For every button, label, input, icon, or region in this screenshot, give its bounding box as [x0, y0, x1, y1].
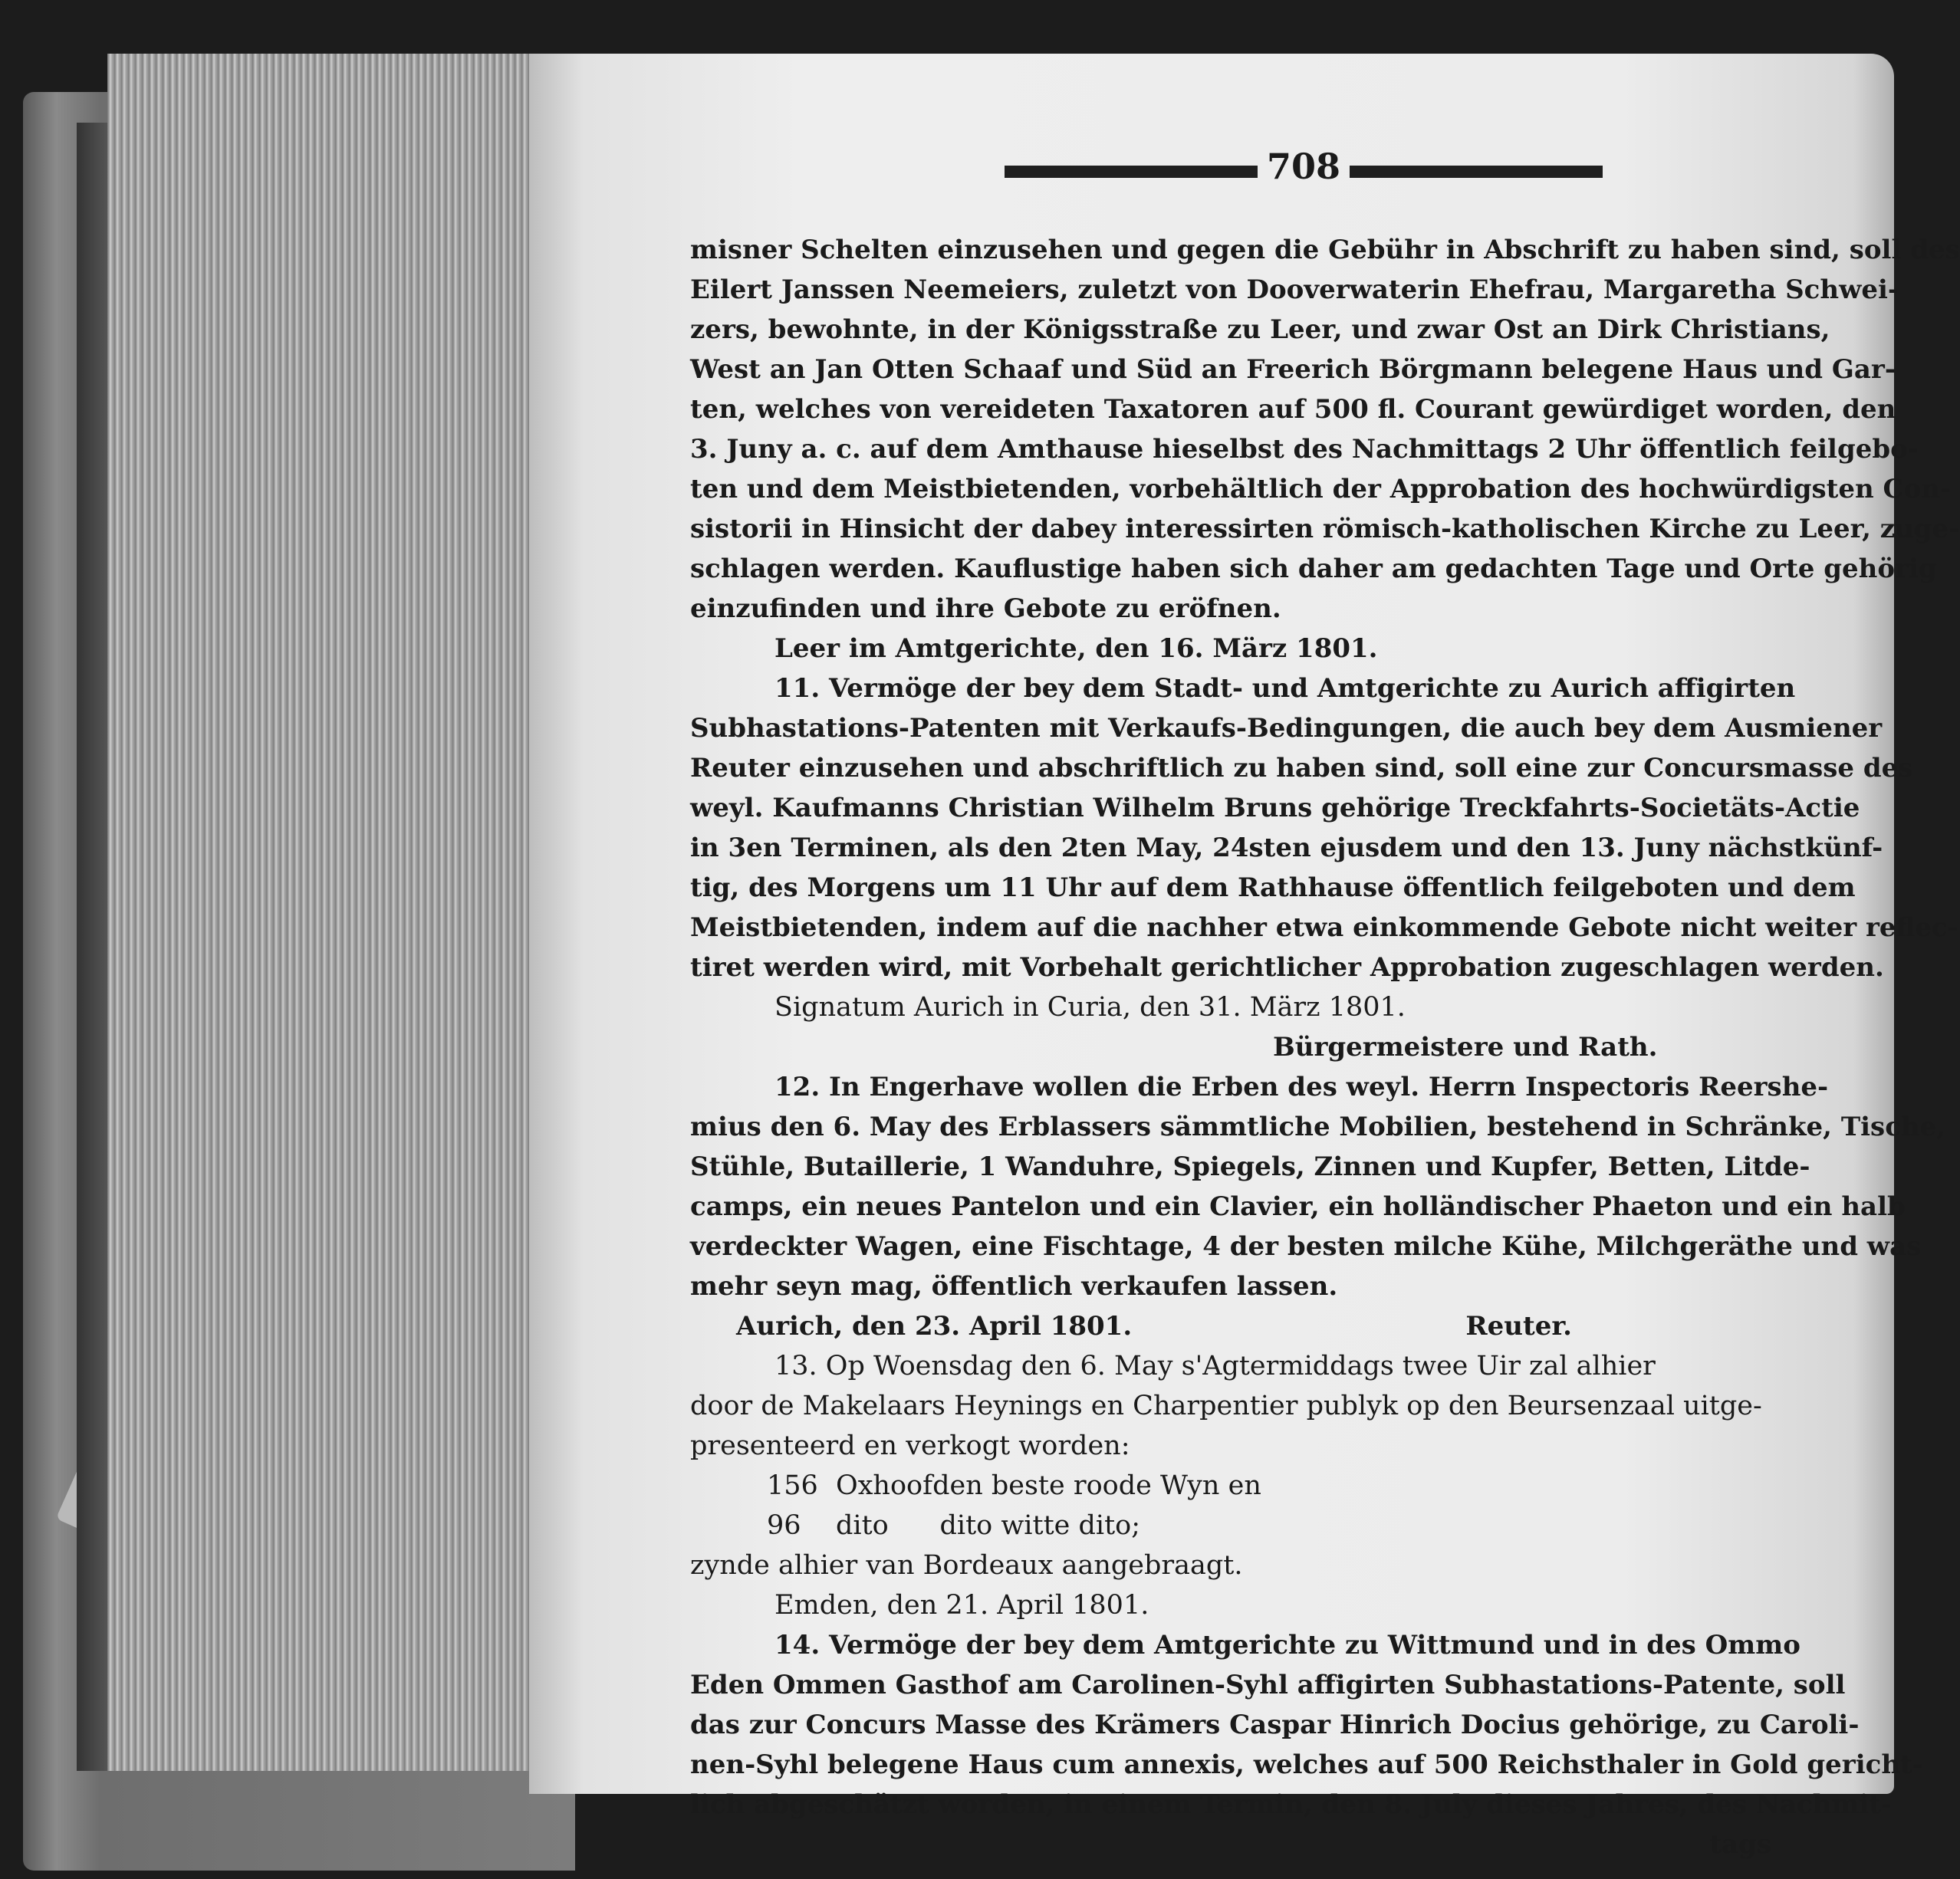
signature: Bürgermeistere und Rath.	[1273, 1032, 1658, 1063]
text-line: das zur Concurs Masse des Krämers Caspar Hinrich Docius gehörige, zu Caroli-	[690, 1710, 1860, 1740]
page-number: 708	[1266, 146, 1341, 187]
goods-entry	[690, 1506, 1802, 1546]
text-line: Meistbietenden, indem auf die nachher etwa einkommende Gebote nicht weiter reflec-	[690, 912, 1958, 943]
place-date: Emden, den 21. April 1801.	[774, 1590, 1149, 1621]
place-date: Leer im Amtgerichte, den 16. März 1801.	[774, 633, 1378, 664]
page-body	[690, 230, 1960, 1864]
goods-description: dito dito witte dito;	[836, 1510, 1140, 1541]
text-line: zers, bewohnte, in der Königsstraße zu Leer, und zwar Ost an Dirk Christians,	[690, 314, 1830, 345]
text-line: mehr seyn mag, öffentlich verkaufen lassen.	[690, 1271, 1338, 1302]
item-14-heading: 14. Vermöge der bey dem Amtgerichte zu Wittmund und in des Ommo	[774, 1630, 1801, 1661]
book-page	[529, 54, 1960, 1860]
header-rule-right	[1350, 166, 1603, 178]
item-12-heading: 12. In Engerhave wollen die Erben des weyl. Herrn Inspectoris Reershe-	[774, 1072, 1829, 1102]
text-line: mius den 6. May des Erblassers sämmtliche Mobilien, bestehend in Schränke, Tische,	[690, 1112, 1946, 1142]
header-rule-left	[1005, 166, 1258, 178]
page-edges	[107, 54, 598, 1771]
goods-entry	[690, 1466, 1802, 1506]
goods-description: Oxhoofden beste roode Wyn en	[836, 1470, 1261, 1501]
goods-quantity: 156	[767, 1470, 818, 1501]
signature: Reuter.	[1465, 1311, 1572, 1342]
text-line: lich abgeschätzt worden, in einem Termin, den 8. July dieses Jahres, des Nachmit-	[690, 1789, 1893, 1820]
text-line: Eilert Janssen Neemeiers, zuletzt von Dooverwaterin Ehefrau, Margaretha Schwei-	[690, 274, 1899, 305]
text-line: 3. Juny a. c. auf dem Amthause hieselbst des Nachmittags 2 Uhr öffentlich feilgebo-	[690, 434, 1919, 465]
text-line: Subhastations-Patenten mit Verkaufs-Bedingungen, die auch bey dem Ausmiener	[690, 713, 1883, 744]
text-line: ten und dem Meistbietenden, vorbehältlich der Approbation des hochwürdigsten Con-	[690, 474, 1952, 504]
place-date: Aurich, den 23. April 1801.	[736, 1311, 1133, 1342]
text-line: Reuter einzusehen und abschriftlich zu haben sind, soll eine zur Concursmasse des	[690, 753, 1913, 783]
text-line: sistorii in Hinsicht der dabey interessirten römisch-katholischen Kirche zu Leer, zuge-	[690, 514, 1960, 544]
text-line: misner Schelten einzusehen und gegen die Gebühr in Abschrift zu haben sind, soll des	[690, 235, 1960, 265]
text-line: zynde alhier van Bordeaux aangebraagt.	[690, 1550, 1243, 1581]
text-line: verdeckter Wagen, eine Fischtage, 4 der besten milche Kühe, Milchgeräthe und was	[690, 1231, 1922, 1262]
text-line: in 3en Terminen, als den 2ten May, 24sten ejusdem und den 13. Juny nächstkünf-	[690, 833, 1883, 863]
catchword: tags	[1709, 1829, 1771, 1860]
item-11-heading: 11. Vermöge der bey dem Stadt- und Amtgerichte zu Aurich affigirten	[774, 673, 1796, 704]
text-line: tiret werden wird, mit Vorbehalt gerichtlicher Approbation zugeschlagen werden.	[690, 952, 1884, 983]
text-line: schlagen werden. Kauflustige haben sich daher am gedachten Tage und Orte gehörig	[690, 554, 1937, 584]
text-line: Stühle, Butaillerie, 1 Wanduhre, Spiegels, Zinnen und Kupfer, Betten, Litde-	[690, 1151, 1810, 1182]
text-line: presenteerd en verkogt worden:	[690, 1431, 1130, 1461]
text-line: einzufinden und ihre Gebote zu eröfnen.	[690, 593, 1281, 624]
goods-quantity: 96	[767, 1510, 801, 1541]
text-line: camps, ein neues Pantelon und ein Clavier, ein holländischer Phaeton und ein halb	[690, 1191, 1906, 1222]
text-line: door de Makelaars Heynings en Charpentier publyk op den Beursenzaal uitge-	[690, 1391, 1762, 1421]
text-line: nen-Syhl belegene Haus cum annexis, welches auf 500 Reichsthaler in Gold gericht-	[690, 1749, 1923, 1780]
text-line: West an Jan Otten Schaaf und Süd an Freerich Börgmann belegene Haus und Gar-	[690, 354, 1896, 385]
page-header	[1005, 146, 1603, 199]
signatum-line: Signatum Aurich in Curia, den 31. März 1801.	[774, 992, 1406, 1023]
text-line: ten, welches von vereideten Taxatoren auf 500 fl. Courant gewürdiget worden, den	[690, 394, 1896, 425]
text-line: tig, des Morgens um 11 Uhr auf dem Rathhause öffentlich feilgeboten und dem	[690, 872, 1856, 903]
text-line: weyl. Kaufmanns Christian Wilhelm Bruns gehörige Treckfahrts-Societäts-Actie	[690, 793, 1860, 823]
place-date-signature	[690, 1306, 1802, 1346]
text-line: Eden Ommen Gasthof am Carolinen-Syhl affigirten Subhastations-Patente, soll	[690, 1670, 1846, 1700]
item-13-heading: 13. Op Woensdag den 6. May s'Agtermiddags twee Uir zal alhier	[774, 1351, 1656, 1381]
